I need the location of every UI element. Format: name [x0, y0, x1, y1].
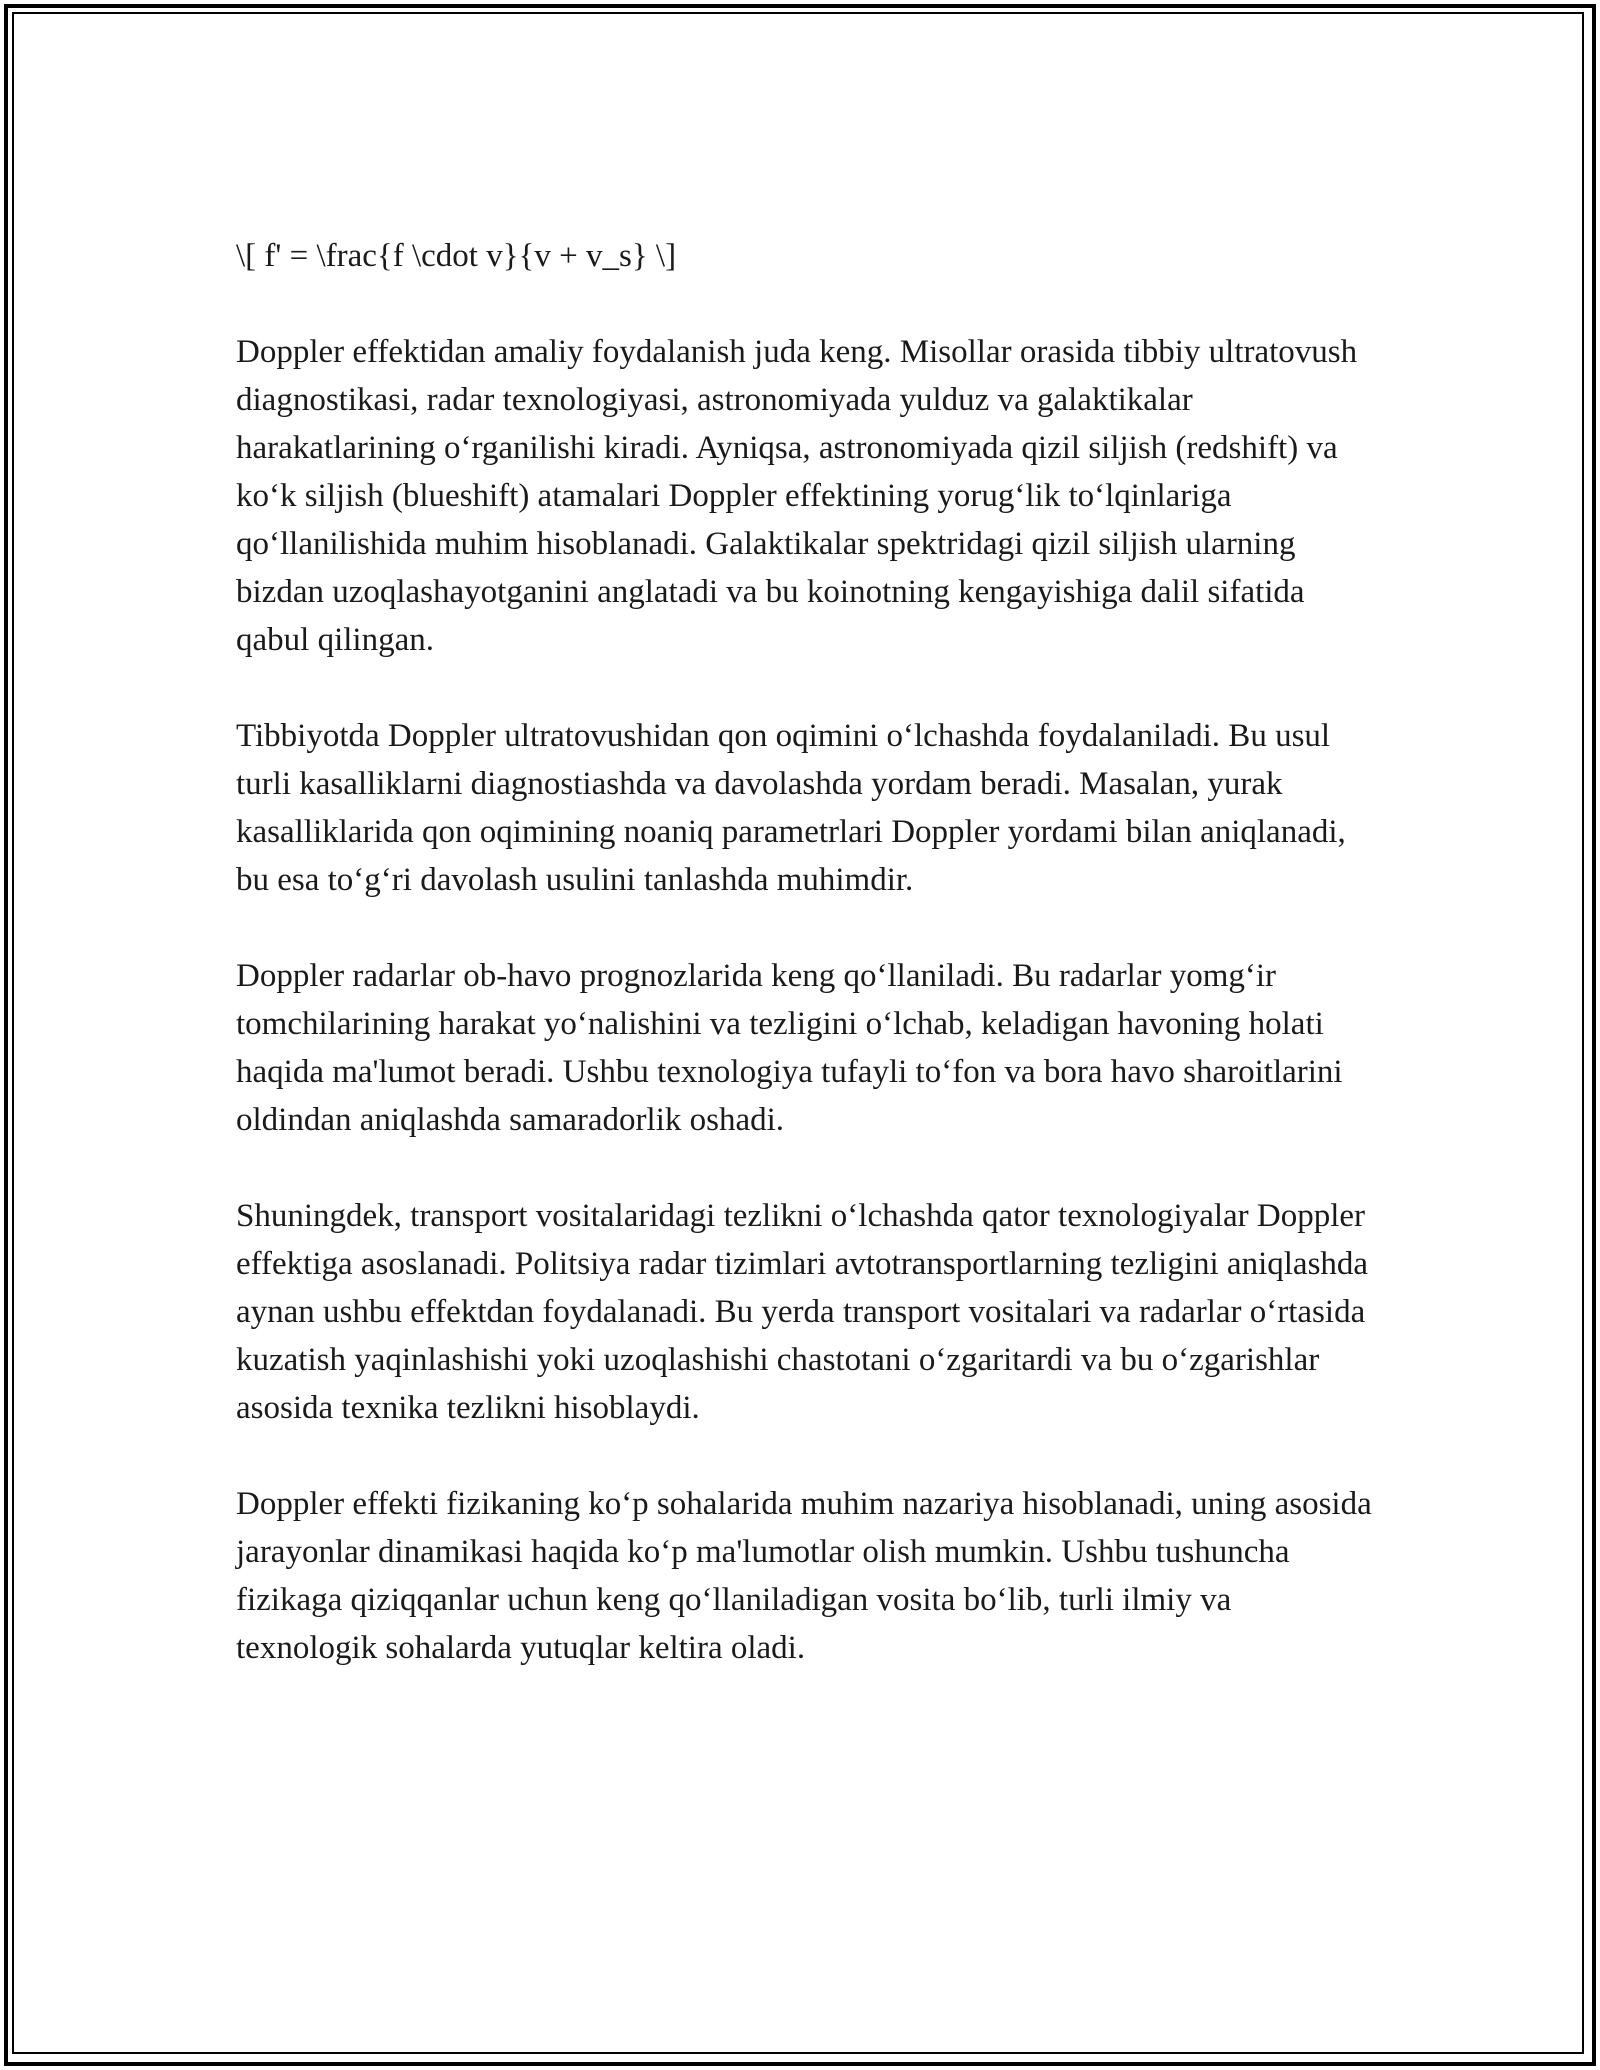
paragraph-weather-radar: Doppler radarlar ob-havo prognozlarida keng qo‘llaniladi. Bu radarlar yomg‘ir tomchilarining harakat yo‘nalishini va tezligini o‘lchab, keladigan havoning holati haqida ma'lumot beradi. Ushbu texnologiya tufayli to‘fon va bora havo sharoitlarini oldindan aniqlashda samaradorlik oshadi.: [236, 958, 1343, 1138]
doppler-formula: \[ f' = \frac{f \cdot v}{v + v_s} \]: [236, 238, 677, 274]
document-body: [236, 232, 1376, 1672]
paragraph-conclusion: Doppler effekti fizikaning ko‘p sohalarida muhim nazariya hisoblanadi, uning asosida jarayonlar dinamikasi haqida ko‘p ma'lumotlar olish mumkin. Ushbu tushuncha fizikaga qiziqqanlar uchun keng qo‘llaniladigan vosita bo‘lib, turli ilmiy va texnologik sohalarda yutuqlar keltira oladi.: [236, 1486, 1372, 1666]
paragraph-transport: Shuningdek, transport vositalaridagi tezlikni o‘lchashda qator texnologiyalar Doppler effektiga asoslanadi. Politsiya radar tizimlari avtotransportlarning tezligini aniqlashda aynan ushbu effektdan foydalanadi. Bu yerda transport vositalari va radarlar o‘rtasida kuzatish yaqinlashishi yoki uzoqlashishi chastotani o‘zgaritardi va bu o‘zgarishlar asosida texnika tezlikni hisoblaydi.: [236, 1198, 1369, 1426]
paragraph-medicine: Tibbiyotda Doppler ultratovushidan qon oqimini o‘lchashda foydalaniladi. Bu usul turli kasalliklarni diagnostiashda va davolashda yordam beradi. Masalan, yurak kasalliklarida qon oqimining noaniq parametrlari Doppler yordami bilan aniqlanadi, bu esa to‘g‘ri davolash usulini tanlashda muhimdir.: [236, 718, 1346, 898]
paragraph-applications: Doppler effektidan amaliy foydalanish juda keng. Misollar orasida tibbiy ultratovush diagnostikasi, radar texnologiyasi, astronomiyada yulduz va galaktikalar harakatlarining o‘rganilishi kiradi. Ayniqsa, astronomiyada qizil siljish (redshift) va ko‘k siljish (blueshift) atamalari Doppler effektining yorug‘lik to‘lqinlariga qo‘llanilishida muhim hisoblanadi. Galaktikalar spektridagi qizil siljish ularning bizdan uzoqlashayotganini anglatadi va bu koinotning kengayishiga dalil sifatida qabul qilingan.: [236, 334, 1358, 658]
